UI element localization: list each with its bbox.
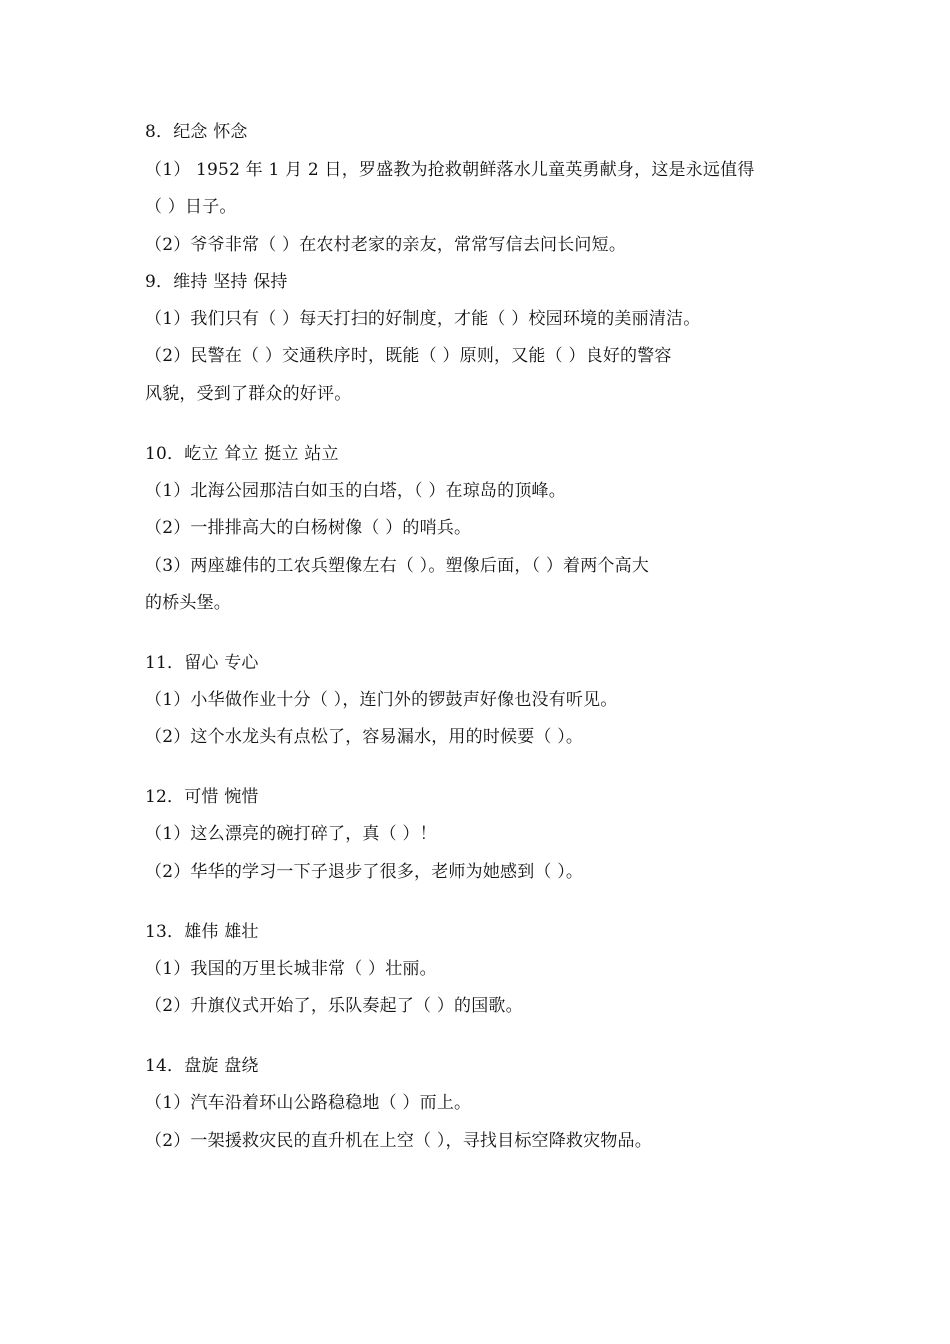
question-8-line-1: （1） 1952 年 1 月 2 日，罗盛教为抢救朝鲜落水儿童英勇献身，这是永远值得 bbox=[145, 160, 755, 180]
question-11-line-2: （2）这个水龙头有点松了，容易漏水，用的时候要（ ）。 bbox=[145, 727, 584, 747]
question-8-line-2: （ ）日子。 bbox=[145, 197, 237, 217]
question-8-heading: 8．纪念 怀念 bbox=[145, 122, 248, 142]
question-10-line-2: （2）一排排高大的白杨树像（ ）的哨兵。 bbox=[145, 518, 472, 538]
question-13-heading: 13．雄伟 雄壮 bbox=[145, 922, 259, 942]
question-12-line-1: （1）这么漂亮的碗打碎了，真（ ）！ bbox=[145, 824, 437, 844]
question-12-heading: 12．可惜 惋惜 bbox=[145, 787, 259, 807]
question-14-heading: 14．盘旋 盘绕 bbox=[145, 1056, 259, 1076]
question-10-line-3: （3）两座雄伟的工农兵塑像左右（ ）。塑像后面，（ ）着两个高大 bbox=[145, 556, 650, 576]
question-9-line-2: （2）民警在（ ）交通秩序时，既能（ ）原则，又能（ ）良好的警容 bbox=[145, 346, 672, 366]
question-9-line-3: 风貌，受到了群众的好评。 bbox=[145, 384, 352, 404]
question-12-line-2: （2）华华的学习一下子退步了很多，老师为她感到（ ）。 bbox=[145, 862, 584, 882]
question-9-line-1: （1）我们只有（ ）每天打扫的好制度，才能（ ）校园环境的美丽清洁。 bbox=[145, 309, 701, 329]
question-10-line-1: （1）北海公园那洁白如玉的白塔，（ ）在琼岛的顶峰。 bbox=[145, 481, 566, 501]
question-8-line-3: （2）爷爷非常（ ）在农村老家的亲友，常常写信去问长问短。 bbox=[145, 235, 627, 255]
question-13-line-1: （1）我国的万里长城非常（ ）壮丽。 bbox=[145, 959, 437, 979]
question-10-heading: 10．屹立 耸立 挺立 站立 bbox=[145, 444, 339, 464]
question-11-heading: 11．留心 专心 bbox=[145, 653, 259, 673]
question-14-line-1: （1）汽车沿着环山公路稳稳地（ ）而上。 bbox=[145, 1093, 472, 1113]
question-11-line-1: （1）小华做作业十分（ ），连门外的锣鼓声好像也没有听见。 bbox=[145, 690, 618, 710]
question-9-heading: 9．维持 坚持 保持 bbox=[145, 272, 288, 292]
question-13-line-2: （2）升旗仪式开始了，乐队奏起了（ ）的国歌。 bbox=[145, 996, 523, 1016]
question-14-line-2: （2）一架援救灾民的直升机在上空（ ），寻找目标空降救灾物品。 bbox=[145, 1131, 652, 1151]
question-10-line-4: 的桥头堡。 bbox=[145, 593, 231, 613]
